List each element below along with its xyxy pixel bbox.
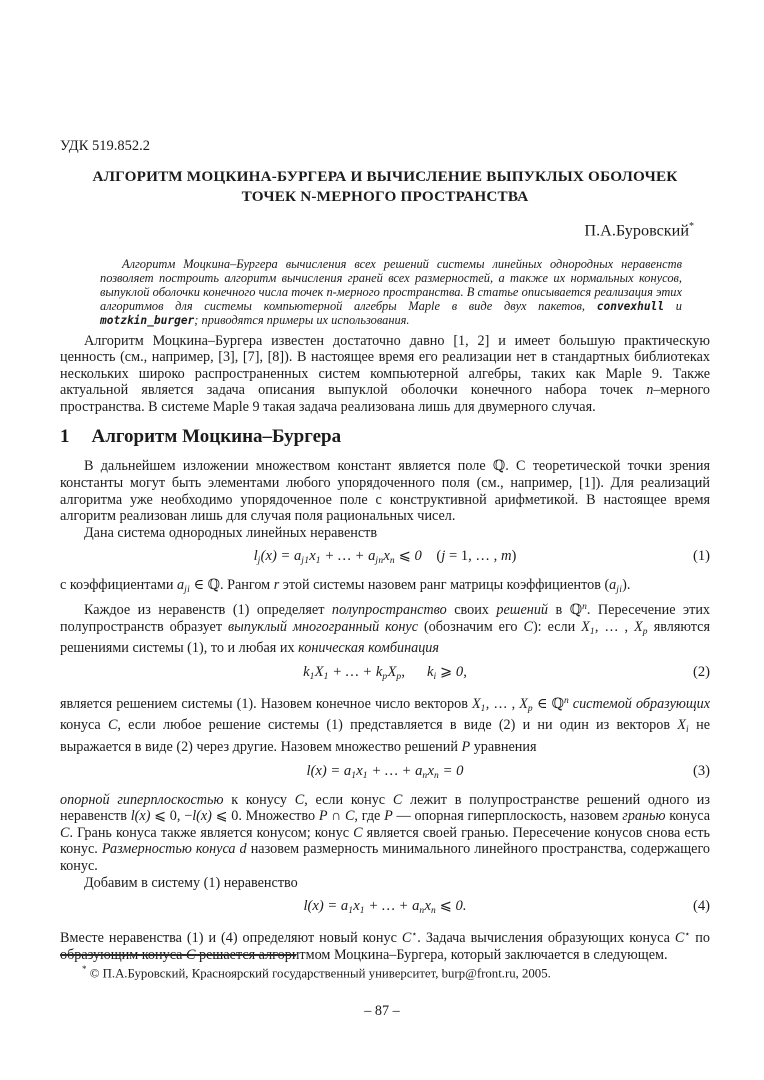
footnote-text: © П.А.Буровский, Красноярский государственный университет, burp@front.ru, 2005.: [89, 966, 551, 981]
paragraph-support-hyperplane: опорной гиперплоскостью к конусу C, если конус C лежит в полупространстве решений одного из неравенств l(x) ⩽ 0, −l(x) ⩽ 0. Множество P ∩ C, где P — опорная гиперплоскость, назовем гранью конуса C. Грань конуса также является конусом; конус C является своей гранью. Пересечение конусов снова есть конус. Размерностью конуса d назовем размерность минимального линейного пространства, содержащего конус.: [60, 791, 710, 874]
equation-4-number: (4): [692, 898, 710, 915]
equation-2: [60, 663, 710, 687]
paragraph-system-intro: Дана система однородных линейных неравенств: [84, 524, 378, 541]
equation-3-number: (3): [692, 762, 710, 779]
section-number: 1: [60, 426, 70, 448]
paragraph-field-constants: В дальнейшем изложении множеством констант является поле ℚ. С теоретической точки зрения константы могут быть элементами любого упорядоченного поля (см., например, [1]). Для реализаций алгоритма уже необходимо упорядоченное поле с конструктивной арифметикой. В настоящее время алгоритм реализован лишь для случая поля рациональных чисел.: [60, 458, 710, 525]
footnote-rule: [60, 954, 296, 956]
equation-4: [60, 897, 710, 921]
equation-2-number: (2): [692, 663, 710, 680]
paragraph-new-cone: Вместе неравенства (1) и (4) определяют новый конус C⋆. Задача вычисления образующих конуса C⋆ по образующим конуса C решается алгоритмом Моцкина–Бургера, который заключается в следующем.: [60, 930, 710, 963]
intro-paragraph: Алгоритм Моцкина–Бургера известен достаточно давно [1, 2] и имеет большую практическую ценность (см., например, [3], [7], [8]). В настоящее время его реализации нет в стандартных библиотеках нескольких широко распространенных систем компьютерной алгебры, таких как Maple 9. Также актуальной является задача описания выпуклой оболочки конечного набора точек n–мерного пространства. В системе Maple 9 такая задача реализована лишь для двумерного случая.: [60, 332, 710, 415]
equation-3-formula: $l(x) = a_1x_1$ + … + $a_nx_n = 0$: [306, 762, 464, 781]
paragraph-add-inequality: Добавим в систему (1) неравенство: [84, 874, 298, 891]
paragraph-generators: является решением системы (1). Назовем конечное число векторов $X_1$, … , $X_p$ ∈ ℚ$^n$ системой образующих конуса C, если любое решение системы (1) представляется в виде (2) и ни один из векторов $X_i$ не выражается в виде (2) через другие. Назовем множество решений P уравнения: [60, 695, 711, 756]
page-number: – 87 –: [364, 1003, 400, 1019]
section-heading: [60, 425, 710, 449]
author-line: [60, 217, 694, 240]
author-footnote-marker: *: [689, 220, 694, 232]
equation-1-formula: $l_j(x) = a_{j1}x_1$ + … + $a_{jn}x_n$ ⩽ 0 (j = 1, … , m): [253, 548, 517, 567]
section-title: Алгоритм Моцкина–Бургера: [91, 426, 342, 448]
udc-label: УДК 519.852.2: [60, 138, 150, 154]
footnote: [60, 954, 710, 981]
footnote-text-line: [60, 961, 710, 981]
paper-title: АЛГОРИТМ МОЦКИНА-БУРГЕРА И ВЫЧИСЛЕНИЕ ВЫПУКЛЫХ ОБОЛОЧЕК ТОЧЕК N-МЕРНОГО ПРОСТРАНСТВА: [92, 167, 678, 205]
abstract: Алгоритм Моцкина–Бургера вычисления всех решений системы линейных однородных неравенств позволяет построить алгоритм вычисления граней всех размерностей, а также их нормальных конусов, выпуклой оболочки конечного числа точек n-мерного пространства. В статье описывается реализация этих алгоритмов для системы компьютерной алгебры Maple в виде двух пакетов, convexhull и motzkin_burger; приводятся примеры их использования.: [100, 256, 683, 327]
author-name: П.А.Буровский: [584, 220, 689, 239]
equation-4-formula: $l(x) = a_1x_1$ + … + $a_nx_n$ ⩽ 0.: [303, 898, 467, 917]
equation-1: [60, 547, 710, 571]
equation-2-formula: $k_1X_1$ + … + $k_pX_p$, $k_i$ ⩾ 0,: [303, 663, 467, 682]
paragraph-halfspace: Каждое из неравенств (1) определяет полупространство своих решений в ℚ$^n$. Пересечение этих полупространств образует выпуклый многогранный конус (обозначим его C): если $X_1$, … , $X_p$ являются решениями системы (1), то и любая их коническая комбинация: [60, 602, 711, 657]
equation-3: [60, 762, 710, 786]
paragraph-coefficients: с коэффициентами $a_{ji}$ ∈ ℚ. Рангом r этой системы назовем ранг матрицы коэффициентов $(a_{ji})$.: [60, 577, 631, 596]
equation-1-number: (1): [692, 548, 710, 565]
footnote-marker: *: [82, 964, 87, 974]
